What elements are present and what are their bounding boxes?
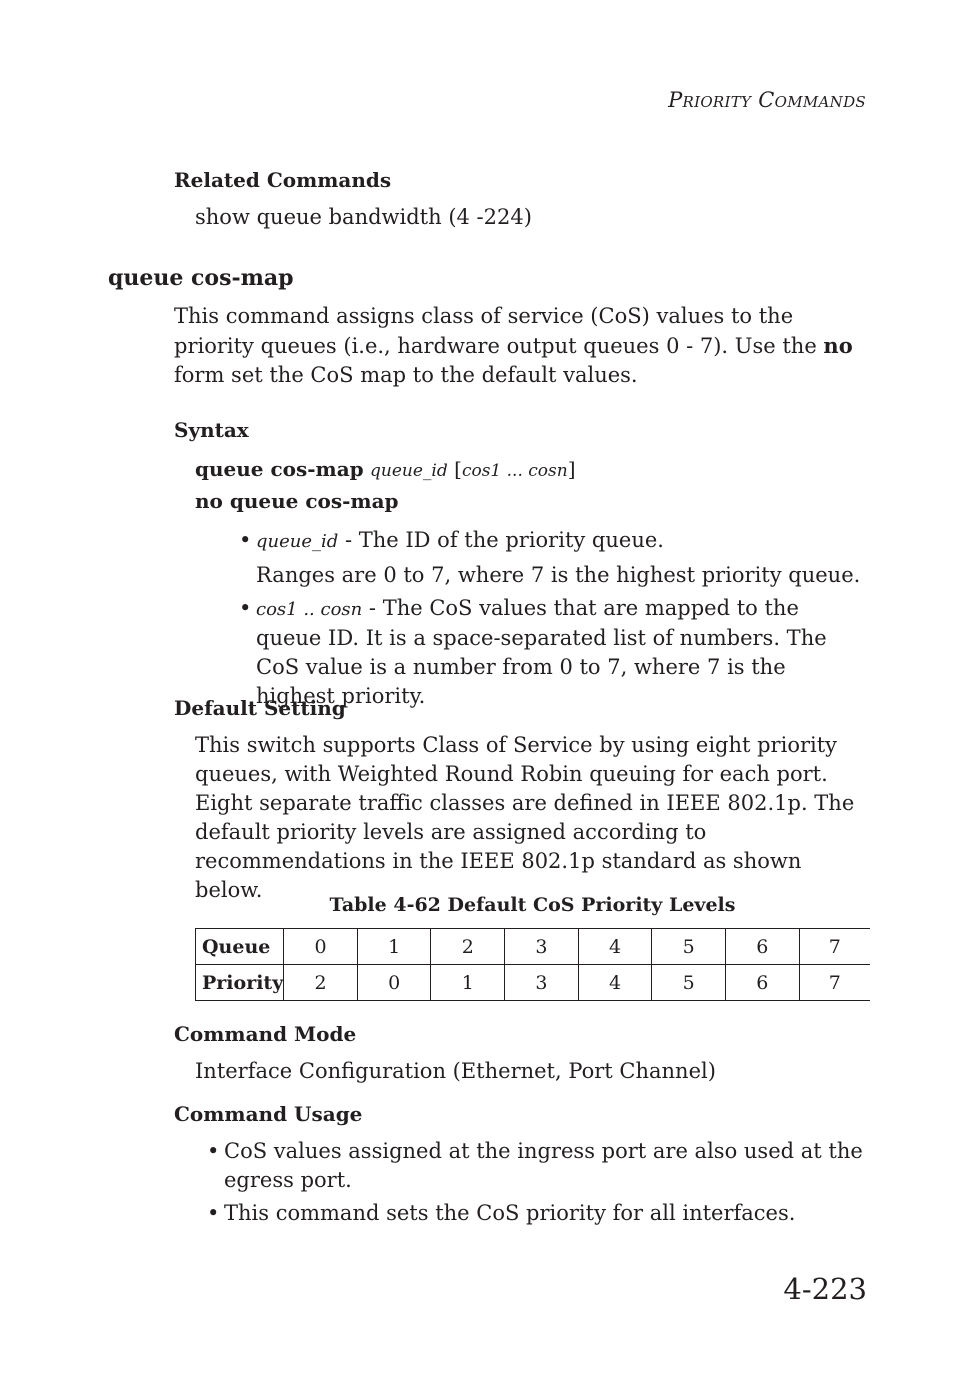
table-caption: Table 4-62 Default CoS Priority Levels: [329, 894, 736, 916]
command-usage-heading: Command Usage: [174, 1102, 363, 1126]
table-row: [196, 965, 871, 1001]
table-cell: 5: [652, 929, 726, 965]
command-title: queue cos-map: [108, 265, 294, 291]
table-cell: 2: [284, 965, 358, 1001]
parameter-list: [256, 526, 870, 711]
table-cell: 7: [799, 929, 870, 965]
cos-priority-table: [195, 928, 870, 1001]
table-row: [196, 929, 871, 965]
related-commands-heading: Related Commands: [174, 168, 392, 192]
usage-list: [224, 1137, 874, 1228]
row-label: Queue: [196, 929, 284, 965]
table-cell: 6: [725, 929, 799, 965]
table-cell: 0: [284, 929, 358, 965]
related-command-item: show queue bandwidth (4 -224): [195, 205, 532, 229]
table-cell: 4: [578, 965, 652, 1001]
syntax-block: [195, 454, 576, 516]
table-cell: 3: [505, 965, 579, 1001]
syntax-heading: Syntax: [174, 418, 249, 442]
syntax-line-1: queue cos-map queue_id [cos1 ... cosn]: [195, 457, 576, 481]
parameter-range: Ranges are 0 to 7, where 7 is the highest priority queue.: [256, 563, 861, 587]
row-label: Priority: [196, 965, 284, 1001]
syntax-line-2: no queue cos-map: [195, 489, 399, 513]
running-head: PRIORITY COMMANDS: [668, 88, 866, 112]
usage-item: • CoS values assigned at the ingress port are also used at the egress port.: [224, 1137, 874, 1195]
table-cell: 1: [431, 965, 505, 1001]
usage-item: • This command sets the CoS priority for all interfaces.: [224, 1199, 874, 1228]
table-cell: 6: [725, 965, 799, 1001]
default-setting-text: This switch supports Class of Service by using eight priority queues, with Weighted Round Robin queuing for each port. Eight separate traffic classes are defined in IEEE 802.1p. The default priority levels are assigned according to recommendations in the IEEE 802.1p standard as shown below.: [195, 733, 855, 902]
default-setting-heading: Default Setting: [174, 696, 346, 720]
table-cell: 4: [578, 929, 652, 965]
command-description: This command assigns class of service (CoS) values to the priority queues (i.e., hardware output queues 0 - 7). Use the no form set the CoS map to the default values.: [174, 304, 853, 387]
table-cell: 1: [357, 929, 431, 965]
table-cell: 5: [652, 965, 726, 1001]
table-cell: 2: [431, 929, 505, 965]
command-mode-text: Interface Configuration (Ethernet, Port Channel): [195, 1059, 716, 1083]
table-cell: 7: [799, 965, 870, 1001]
command-mode-heading: Command Mode: [174, 1022, 357, 1046]
parameter-item: • cos1 .. cosn - The CoS values that are mapped to the queue ID. It is a space-separated list of numbers. The CoS value is a number from 0 to 7, where 7 is the highest priority.: [256, 594, 870, 711]
parameter-item: • queue_id - The ID of the priority queue. Ranges are 0 to 7, where 7 is the highest priority queue.: [256, 526, 870, 590]
table-cell: 0: [357, 965, 431, 1001]
page-number: 4-223: [783, 1272, 867, 1306]
table-cell: 3: [505, 929, 579, 965]
